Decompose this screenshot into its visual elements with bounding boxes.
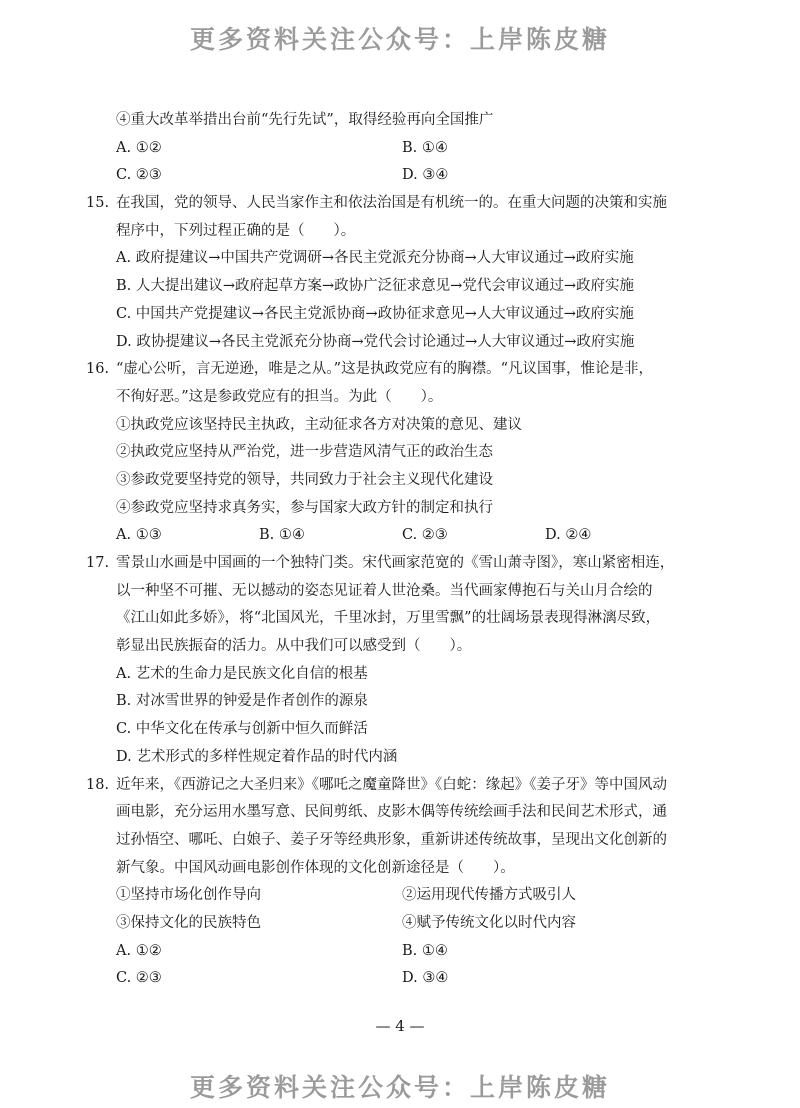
q18-options-row-2 — [86, 965, 720, 993]
q17-option-b[interactable]: B. 对冰雪世界的钟爱是作者创作的源泉 — [116, 693, 368, 710]
q16-item-3: ③参政党要坚持党的领导，共同致力于社会主义现代化建设 — [116, 471, 493, 488]
q16-stem-text-1: “虚心公听，言无逆逊，唯是之从。”这是执政党应有的胸襟。“凡议国事，惟论是非， — [116, 361, 653, 378]
q17-stem-line-1 — [86, 550, 720, 578]
q15-stem-line-2: 程序中，下列过程正确的是（ ）。 — [116, 222, 356, 239]
q15-option-b[interactable]: B. 人大提出建议→政府起草方案→政协广泛征求意见→党代会审议通过→政府实施 — [116, 278, 634, 295]
q18-option-d[interactable]: D. ③④ — [402, 970, 449, 987]
q18-items-row-2 — [86, 910, 720, 938]
q15-option-a[interactable]: A. 政府提建议→中国共产党调研→各民主党派充分协商→人大审议通过→政府实施 — [116, 250, 634, 267]
q16-item-1: ①执政党应该坚持民主执政，主动征求各方对决策的意见、建议 — [116, 416, 522, 433]
q14-options-row-2 — [86, 162, 720, 190]
q18-options-row-1 — [86, 938, 720, 966]
q14-item-4: ④重大改革举措出台前“先行先试”，取得经验再向全国推广 — [116, 112, 494, 128]
q17-stem-text-1: 雪景山水画是中国画的一个独特门类。宋代画家范宽的《雪山萧寺图》，寒山紧密相连， — [116, 555, 675, 571]
q14-option-d[interactable]: D. ③④ — [402, 167, 449, 184]
q18-item-3: ③保持文化的民族特色 — [116, 914, 261, 931]
q14-option-b[interactable]: B. ①④ — [402, 139, 448, 156]
q15-stem-text-1: 在我国，党的领导、人民当家作主和依法治国是有机统一的。在重大问题的决策和实施 — [116, 195, 667, 212]
q16-item-4: ④参政党应坚持求真务实，参与国家大政方针的制定和执行 — [116, 499, 493, 516]
q15-option-d[interactable]: D. 政协提建议→各民主党派充分协商→党代会讨论通过→人大审议通过→政府实施 — [116, 333, 635, 350]
q17-option-a[interactable]: A. 艺术的生命力是民族文化自信的根基 — [116, 665, 368, 682]
q17-stem-line-4: 彰显出民族振奋的活力。从中我们可以感受到（ ）。 — [116, 638, 472, 655]
q16-option-c[interactable]: C. ②③ — [402, 527, 448, 544]
q16-option-b[interactable]: B. ①④ — [259, 527, 305, 544]
page-number: — 4 — — [375, 1017, 425, 1035]
q18-option-c[interactable]: C. ②③ — [116, 970, 162, 987]
exam-page-content — [86, 107, 720, 993]
q17-option-c[interactable]: C. 中华文化在传承与创新中恒久而鲜活 — [116, 721, 368, 738]
watermark-bottom: 更多资料关注公众号：上岸陈皮糖 — [189, 1073, 610, 1102]
q18-item-4: ④赋予传统文化以时代内容 — [402, 914, 576, 931]
q18-stem-line-1 — [86, 772, 720, 800]
q15-option-c[interactable]: C. 中国共产党提建议→各民主党派协商→政协征求意见→人大审议通过→政府实施 — [116, 305, 634, 322]
q18-option-a[interactable]: A. ①② — [116, 942, 162, 959]
q17-number: 17. — [86, 555, 110, 571]
q15-number: 15. — [86, 195, 110, 212]
q16-stem-line-2: 不徇好恶。”这是参政党应有的担当。为此（ ）。 — [116, 388, 443, 405]
q16-item-2: ②执政党应坚持从严治党，进一步营造风清气正的政治生态 — [116, 444, 493, 461]
q17-stem-line-3: 《江山如此多娇》，将“北国风光，千里冰封，万里雪飘”的壮阔场景表现得淋漓尽致， — [116, 610, 661, 627]
q18-number: 18. — [86, 776, 110, 793]
q16-options-row — [86, 522, 720, 550]
q16-option-d[interactable]: D. ②④ — [545, 527, 592, 544]
q18-item-1: ①坚持市场化创作导向 — [116, 887, 261, 904]
q18-option-b[interactable]: B. ①④ — [402, 942, 448, 959]
q17-option-d[interactable]: D. 艺术形式的多样性规定着作品的时代内涵 — [116, 748, 398, 765]
q18-stem-line-4: 新气象。中国风动画电影创作体现的文化创新途径是（ ）。 — [116, 859, 515, 876]
q16-stem-line-1 — [86, 356, 720, 384]
q18-stem-line-3: 过孙悟空、哪吒、白娘子、姜子牙等经典形象，重新讲述传统故事，呈现出文化创新的 — [116, 831, 667, 848]
q15-stem-line-1 — [86, 190, 720, 218]
q14-options-row-1 — [86, 135, 720, 163]
q14-option-c[interactable]: C. ②③ — [116, 167, 162, 184]
q18-stem-text-1: 近年来，《西游记之大圣归来》《哪吒之魔童降世》《白蛇：缘起》《姜子牙》等中国风动 — [116, 776, 667, 793]
watermark-top: 更多资料关注公众号：上岸陈皮糖 — [189, 25, 610, 54]
q17-stem-line-2: 以一种坚不可摧、无以撼动的姿态见证着人世沧桑。当代画家傅抱石与关山月合绘的 — [116, 582, 653, 599]
q18-stem-line-2: 画电影，充分运用水墨写意、民间剪纸、皮影木偶等传统绘画手法和民间艺术形式，通 — [116, 804, 667, 821]
q16-number: 16. — [86, 361, 110, 378]
q18-items-row-1 — [86, 882, 720, 910]
q16-option-a[interactable]: A. ①③ — [116, 527, 162, 544]
q18-item-2: ②运用现代传播方式吸引人 — [402, 887, 576, 904]
q14-option-a[interactable]: A. ①② — [116, 139, 162, 156]
